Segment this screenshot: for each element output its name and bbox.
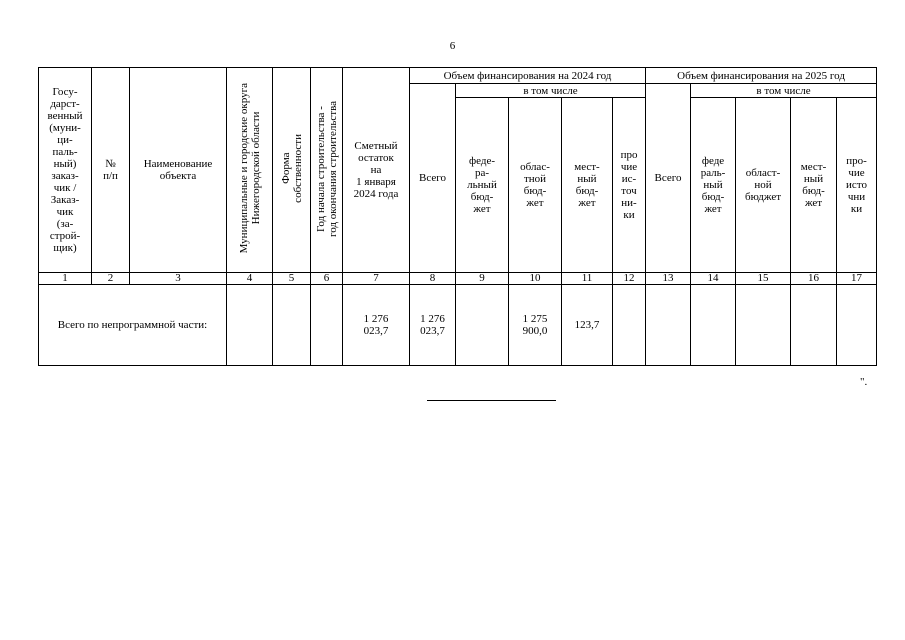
header-local-2025: мест- ный бюд- жет bbox=[791, 98, 837, 273]
column-number: 12 bbox=[613, 273, 646, 285]
cell-regional-2024: 1 275 900,0 bbox=[509, 285, 562, 366]
column-number: 17 bbox=[837, 273, 877, 285]
cell-total-2025 bbox=[646, 285, 691, 366]
column-number: 10 bbox=[509, 273, 562, 285]
column-number: 2 bbox=[92, 273, 130, 285]
cell-federal-2024 bbox=[456, 285, 509, 366]
header-total-2024: Всего bbox=[410, 84, 456, 273]
header-regional-2024: облас- тной бюд- жет bbox=[509, 98, 562, 273]
column-number: 5 bbox=[273, 273, 311, 285]
column-number: 6 bbox=[311, 273, 343, 285]
column-number: 14 bbox=[691, 273, 736, 285]
cell-federal-2025 bbox=[691, 285, 736, 366]
table-row bbox=[39, 285, 877, 366]
column-number: 4 bbox=[227, 273, 273, 285]
column-number: 13 bbox=[646, 273, 691, 285]
cell-estimated-balance: 1 276 023,7 bbox=[343, 285, 410, 366]
column-number: 7 bbox=[343, 273, 410, 285]
header-row-top bbox=[39, 68, 877, 84]
cell-other-2025 bbox=[837, 285, 877, 366]
row-label: Всего по непрограммной части: bbox=[39, 285, 227, 366]
header-total-2025: Всего bbox=[646, 84, 691, 273]
header-number: № п/п bbox=[92, 68, 130, 273]
header-customer: Госу- дарст- венный (муни- ци- паль- ный) заказ- чик / Заказ- чик (за- строй- щик) bbox=[39, 68, 92, 273]
closing-quote-mark: ". bbox=[860, 376, 868, 388]
header-financing-2025: Объем финансирования на 2025 год bbox=[646, 68, 877, 84]
header-local-2024: мест- ный бюд- жет bbox=[562, 98, 613, 273]
column-number: 9 bbox=[456, 273, 509, 285]
header-other-2024: про чие ис- точ ни- ки bbox=[613, 98, 646, 273]
column-number: 1 bbox=[39, 273, 92, 285]
header-regional-2025: област- ной бюджет bbox=[736, 98, 791, 273]
cell-years bbox=[311, 285, 343, 366]
cell-ownership bbox=[273, 285, 311, 366]
column-number-row bbox=[39, 273, 877, 285]
cell-municipal bbox=[227, 285, 273, 366]
cell-local-2024: 123,7 bbox=[562, 285, 613, 366]
column-number: 11 bbox=[562, 273, 613, 285]
separator-line bbox=[427, 400, 556, 401]
financing-table bbox=[38, 67, 877, 366]
cell-regional-2025 bbox=[736, 285, 791, 366]
column-number: 8 bbox=[410, 273, 456, 285]
header-object-name: Наименование объекта bbox=[130, 68, 227, 273]
header-federal-2024: феде- ра- льный бюд- жет bbox=[456, 98, 509, 273]
cell-total-2024: 1 276 023,7 bbox=[410, 285, 456, 366]
header-including-2024: в том числе bbox=[456, 84, 646, 98]
header-ownership: Форма собственности bbox=[273, 68, 311, 273]
page-number: 6 bbox=[449, 40, 456, 52]
header-years: Год начала строительства - год окончания строительства bbox=[311, 68, 343, 273]
cell-local-2025 bbox=[791, 285, 837, 366]
header-estimated-balance: Сметный остаток на 1 января 2024 года bbox=[343, 68, 410, 273]
column-number: 15 bbox=[736, 273, 791, 285]
header-including-2025: в том числе bbox=[691, 84, 877, 98]
header-other-2025: про- чие исто чни ки bbox=[837, 98, 877, 273]
header-municipal: Муниципальные и городские округа Нижегородской области bbox=[227, 68, 273, 273]
column-number: 16 bbox=[791, 273, 837, 285]
header-financing-2024: Объем финансирования на 2024 год bbox=[410, 68, 646, 84]
cell-other-2024 bbox=[613, 285, 646, 366]
column-number: 3 bbox=[130, 273, 227, 285]
header-federal-2025: феде раль- ный бюд- жет bbox=[691, 98, 736, 273]
